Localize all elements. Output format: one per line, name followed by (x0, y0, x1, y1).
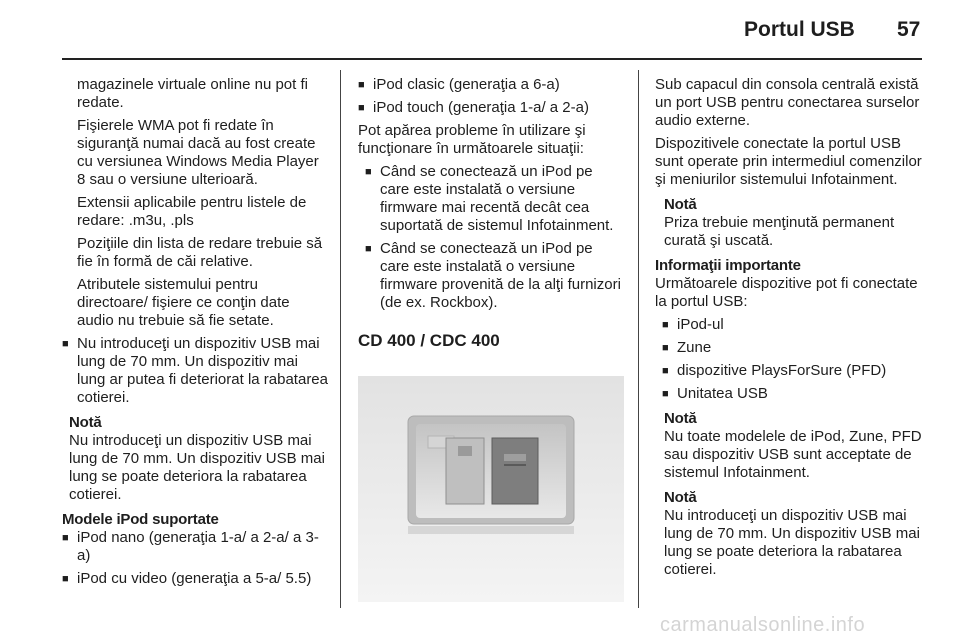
bullet-marker: ■ (62, 573, 69, 585)
section-heading: Modele iPod suportate (62, 511, 219, 528)
paragraph: Pot apărea probleme în utilizare şi funcţionare în următoarele situaţii: (358, 122, 586, 157)
column-divider (638, 70, 639, 608)
note-text: Priza trebuie menţinută permanent curată şi uscată. (664, 214, 895, 249)
list-item (365, 240, 624, 312)
paragraph: Atributele sistemului pentru directoare/ fişiere ce conţin date audio nu trebuie să fie setate. (77, 276, 290, 329)
list-item (62, 570, 328, 588)
bullet-marker: ■ (358, 79, 365, 91)
list-item-text: iPod touch (generaţia 1-a/ a 2-a) (373, 99, 589, 116)
bullet-marker: ■ (662, 388, 669, 400)
note-label: Notă (664, 196, 697, 213)
paragraph: Dispozitivele conectate la portul USB sunt operate prin intermediul comenzilor şi meniurilor sistemului Infotainment. (655, 135, 922, 188)
list-item (662, 339, 923, 357)
list-item (62, 529, 328, 565)
paragraph: Poziţiile din lista de redare trebuie să fie în formă de căi relative. (77, 235, 323, 270)
usb-port-photo (358, 376, 624, 602)
bullet-marker: ■ (365, 243, 372, 255)
paragraph: Sub capacul din consola centrală există un port USB pentru conectarea surselor audio externe. (655, 76, 920, 129)
list-item (662, 385, 923, 403)
page-header-title: Portul USB (744, 18, 855, 41)
bullet-marker: ■ (662, 365, 669, 377)
watermark: carmanualsonline.info (660, 614, 866, 636)
list-item-text: Zune (677, 339, 712, 356)
list-item-text: iPod cu video (generaţia a 5-a/ 5.5) (77, 570, 312, 587)
list-item-text: Când se conectează un iPod pe care este instalată o versiune firmware provenită de la alţi furnizori (de ex. Rockbox). (380, 240, 621, 311)
column-divider (340, 70, 341, 608)
list-item-text: Când se conectează un iPod pe care este instalată o versiune firmware mai recentă decât cea suportată de sistemul Infotainment. (380, 163, 614, 234)
paragraph: magazinele virtuale online nu pot fi redate. (77, 76, 308, 111)
section-heading: Informaţii importante (655, 257, 801, 274)
note-label: Notă (69, 414, 102, 431)
bullet-marker: ■ (662, 319, 669, 331)
bullet-marker: ■ (62, 338, 69, 350)
bullet-marker: ■ (62, 532, 69, 544)
list-item-text: Nu introduceţi un dispozitiv USB mai lung de 70 mm. Un dispozitiv mai lung ar putea fi deteriorat la rabatarea cotierei. (77, 335, 328, 406)
list-item (358, 99, 624, 117)
page-number: 57 (897, 18, 921, 41)
column-right (655, 76, 923, 579)
paragraph: Următoarele dispozitive pot fi conectate la portul USB: (655, 275, 918, 310)
bullet-marker: ■ (358, 102, 365, 114)
bullet-marker: ■ (365, 166, 372, 178)
bullet-marker: ■ (662, 342, 669, 354)
note-box (69, 414, 328, 504)
list-item (662, 316, 923, 334)
note-box (664, 410, 923, 482)
list-item-text: iPod-ul (677, 316, 724, 333)
list-item-text: dispozitive PlaysForSure (PFD) (677, 362, 887, 379)
section-title: CD 400 / CDC 400 (358, 331, 500, 350)
list-item-text: Unitatea USB (677, 385, 768, 402)
note-box (664, 489, 923, 579)
list-item (358, 76, 624, 94)
list-item (662, 362, 923, 380)
note-label: Notă (664, 489, 697, 506)
paragraph: Fişierele WMA pot fi redate în siguranţă numai dacă au fost create cu versiunea Windows Media Player 8 sau o versiune ulterioară. (77, 117, 319, 188)
list-item (62, 335, 328, 407)
list-item-text: iPod nano (generaţia 1-a/ a 2-a/ a 3-a) (77, 529, 319, 564)
note-text: Nu introduceţi un dispozitiv USB mai lung de 70 mm. Un dispozitiv USB mai lung se poate deteriora la rabatarea cotierei. (664, 507, 920, 578)
header-divider (62, 58, 922, 60)
column-left (62, 76, 328, 588)
note-text: Nu introduceţi un dispozitiv USB mai lung de 70 mm. Un dispozitiv USB mai lung se poate deteriora la rabatarea cotierei. (69, 432, 325, 503)
note-box (664, 196, 923, 250)
column-middle (358, 76, 624, 607)
list-item (365, 163, 624, 235)
paragraph: Extensii aplicabile pentru listele de redare: .m3u, .pls (77, 194, 307, 229)
note-text: Nu toate modelele de iPod, Zune, PFD sau dispozitiv USB sunt acceptate de sistemul Infotainment. (664, 428, 922, 481)
note-label: Notă (664, 410, 697, 427)
list-item-text: iPod clasic (generaţia a 6-a) (373, 76, 560, 93)
